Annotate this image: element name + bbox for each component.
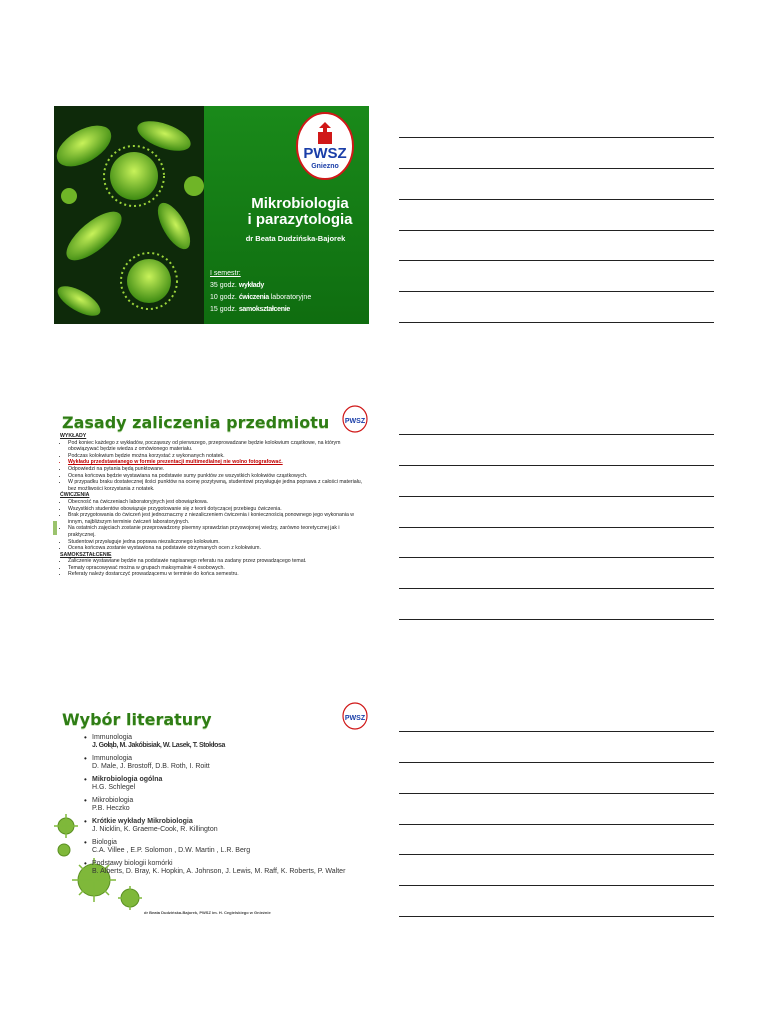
note-line: [399, 230, 714, 231]
note-line: [399, 619, 714, 620]
note-line: [399, 916, 714, 917]
svg-text:PWSZ: PWSZ: [344, 418, 366, 425]
note-line: [399, 496, 714, 497]
list-item: • Odpowiedzi na pytania będą punktowane.: [68, 466, 368, 473]
list-item: • Na ostatnich zajęciach zostanie przeprowadzony pisemny sprawdzian przyswojonej wiedzy, zarówno teoretycznej jak i praktycznej.: [68, 525, 368, 538]
list-item: • Biologia C.A. Villee , E.P. Solomon , D.W. Martin , L.R. Berg: [92, 839, 369, 855]
note-line: [399, 137, 714, 138]
list-item: • Krótkie wykłady Mikrobiologia J. Nicklin, K. Graeme-Cook, R. Killington: [92, 818, 369, 834]
list-item: • Mikrobiologia ogólna H.G. Schlegel: [92, 776, 369, 792]
list-item: • Obecność na ćwiczeniach laboratoryjnych jest obowiązkowa.: [68, 499, 368, 506]
slide-footer: dr Beata Dudzińska-Bajorek, PWSZ im. H. Cegielskiego w Gnieźnie: [144, 910, 271, 915]
list-item: • Brak przygotowania do ćwiczeń jest jednoznaczny z niezaliczeniem ćwiczenia i koniecznością ponownego jego wykonania w innym, najbliższym terminie ćwiczeń laboratoryjnych.: [68, 512, 368, 525]
note-line: [399, 557, 714, 558]
note-line: [399, 168, 714, 169]
list-item: • Mikrobiologia P.B. Heczko: [92, 797, 369, 813]
list-item: • W przypadku braku dostatecznej ilości punktów na ocenę pozytywną, studentowi przysługuje jedna poprawa z całości materiału, bez możliwości korzystania z notatek.: [68, 479, 368, 492]
slide-title: Zasady zaliczenia przedmiotu: [62, 413, 330, 432]
list-item: • Immunologia D. Male, J. Brostoff, D.B. Roth, I. Roitt: [92, 755, 369, 771]
title-panel: [204, 106, 369, 324]
note-line: [399, 588, 714, 589]
note-line: [399, 291, 714, 292]
svg-text:Gniezno: Gniezno: [311, 163, 339, 170]
note-line: [399, 885, 714, 886]
side-marker: [53, 521, 57, 535]
note-line: [399, 854, 714, 855]
note-line: [399, 434, 714, 435]
note-line: [399, 793, 714, 794]
list-item: • Tematy opracowywać można w grupach maksymalnie 4 osobowych.: [68, 565, 368, 572]
list-item: • Wszystkich studentów obowiązuje przygotowanie się z teorii dotyczącej przebiegu ćwiczenia.: [68, 506, 368, 513]
pwsz-logo: [296, 112, 354, 180]
note-line: [399, 465, 714, 466]
slide-rules: [54, 403, 369, 621]
rules-body: WYKŁADY • Pod koniec każdego z wykładów, począwszy od pierwszego, przeprowadzane będzie kolokwium cząstkowe, na którym obowiązywać będzie wiedza z omówionego materiału. • Podczas kolokwium będzie można korzystać z wykonanych notatek. • Wykładu przedstawianego w formie prezentacji multimedialnej nie wolno fotografować. • Odpowiedzi na pytania będą punktowane. • Ocena końcowa będzie wystawiana na podstawie sumy punktów ze wszystkich kolokwiów cząstkowych. • W przypadku braku dostatecznej ilości punktów na ocenę pozytywną, studentowi przysługuje jedna poprawa z całości materiału, bez możliwości korzystania z notatek. ĆWICZENIA • Obecność na ćwiczeniach laboratoryjnych jest obowiązkowa. • Wszystkich studentów obowiązuje przygotowanie się z teorii dotyczącej przebiegu ćwiczenia. • Brak przygotowania do ćwiczeń jest jednoznaczny z niezaliczeniem ćwiczenia i koniecznością ponownego jego wykonania w innym, najbliższym terminie ćwiczeń laboratoryjnych. • Na ostatnich zajęciach zostanie przeprowadzony pisemny sprawdzian przyswojonej wiedzy, zarówno teoretycznej jak i praktycznej. • Studentowi przysługuje jedna poprawa niezaliczonego kolokwium. • Ocena końcowa zostanie wystawiona na podstawie otrzymanych ocen z kolokwium. SAMOKSZTAŁCENIE • Zaliczenie wystawiane będzie na podstawie napisanego referatu na zadany przez prowadzącego temat. • Tematy opracowywać można w grupach maksymalnie 4 osobowych. • Referaty należy dostarczyć prowadzącemu w terminie do końca semestru.: [58, 433, 368, 578]
author: dr Beata Dudzińska-Bajorek: [245, 234, 346, 243]
note-line: [399, 527, 714, 528]
list-item: • Immunologia J. Gołąb, M. Jakóbisiak, W. Lasek, T. Stokłosa: [92, 734, 369, 750]
svg-text:PWSZ: PWSZ: [344, 715, 366, 722]
note-line: [399, 322, 714, 323]
pwsz-logo-small: [342, 405, 368, 433]
note-line: [399, 824, 714, 825]
slide-literature: [54, 700, 369, 918]
note-line: [399, 762, 714, 763]
list-item: • Zaliczenie wystawiane będzie na podstawie napisanego referatu na zadany przez prowadzącego temat.: [68, 558, 368, 565]
list-item: • Wykładu przedstawianego w formie prezentacji multimedialnej nie wolno fotografować.: [68, 459, 368, 466]
list-item: • Ocena końcowa zostanie wystawiona na podstawie otrzymanych ocen z kolokwium.: [68, 545, 368, 552]
semester-info: I semestr: 35 godz. wykłady 10 godz. ćwiczenia laboratoryjne 15 godz. samokształcenie: [210, 270, 312, 313]
list-item: • Referaty należy dostarczyć prowadzącemu w terminie do końca semestru.: [68, 571, 368, 578]
svg-text:PWSZ: PWSZ: [303, 145, 347, 162]
list-item: • Pod koniec każdego z wykładów, począwszy od pierwszego, przeprowadzane będzie kolokwium cząstkowe, na którym obowiązywać będzie wiedza z omówionego materiału.: [68, 440, 368, 453]
course-title: Mikrobiologia i parazytologia: [247, 195, 353, 228]
list-item: • Ocena końcowa będzie wystawiana na podstawie sumy punktów ze wszystkich kolokwiów cząstkowych.: [68, 473, 368, 480]
note-line: [399, 260, 714, 261]
pwsz-logo-small: [342, 702, 368, 730]
literature-list: [84, 734, 369, 881]
note-line: [399, 731, 714, 732]
slide-title: [54, 106, 369, 324]
list-item: • Studentowi przysługuje jedna poprawa niezaliczonego kolokwium.: [68, 539, 368, 546]
note-line: [399, 199, 714, 200]
list-item: • Podstawy biologii komórki B. Alberts, D. Bray, K. Hopkin, A. Johnson, J. Lewis, M. Raff, K. Roberts, P. Walter: [92, 860, 369, 876]
bacteria-image: [54, 106, 204, 324]
list-item: • Podczas kolokwium będzie można korzystać z wykonanych notatek.: [68, 453, 368, 460]
slide-title: Wybór literatury: [62, 710, 212, 729]
